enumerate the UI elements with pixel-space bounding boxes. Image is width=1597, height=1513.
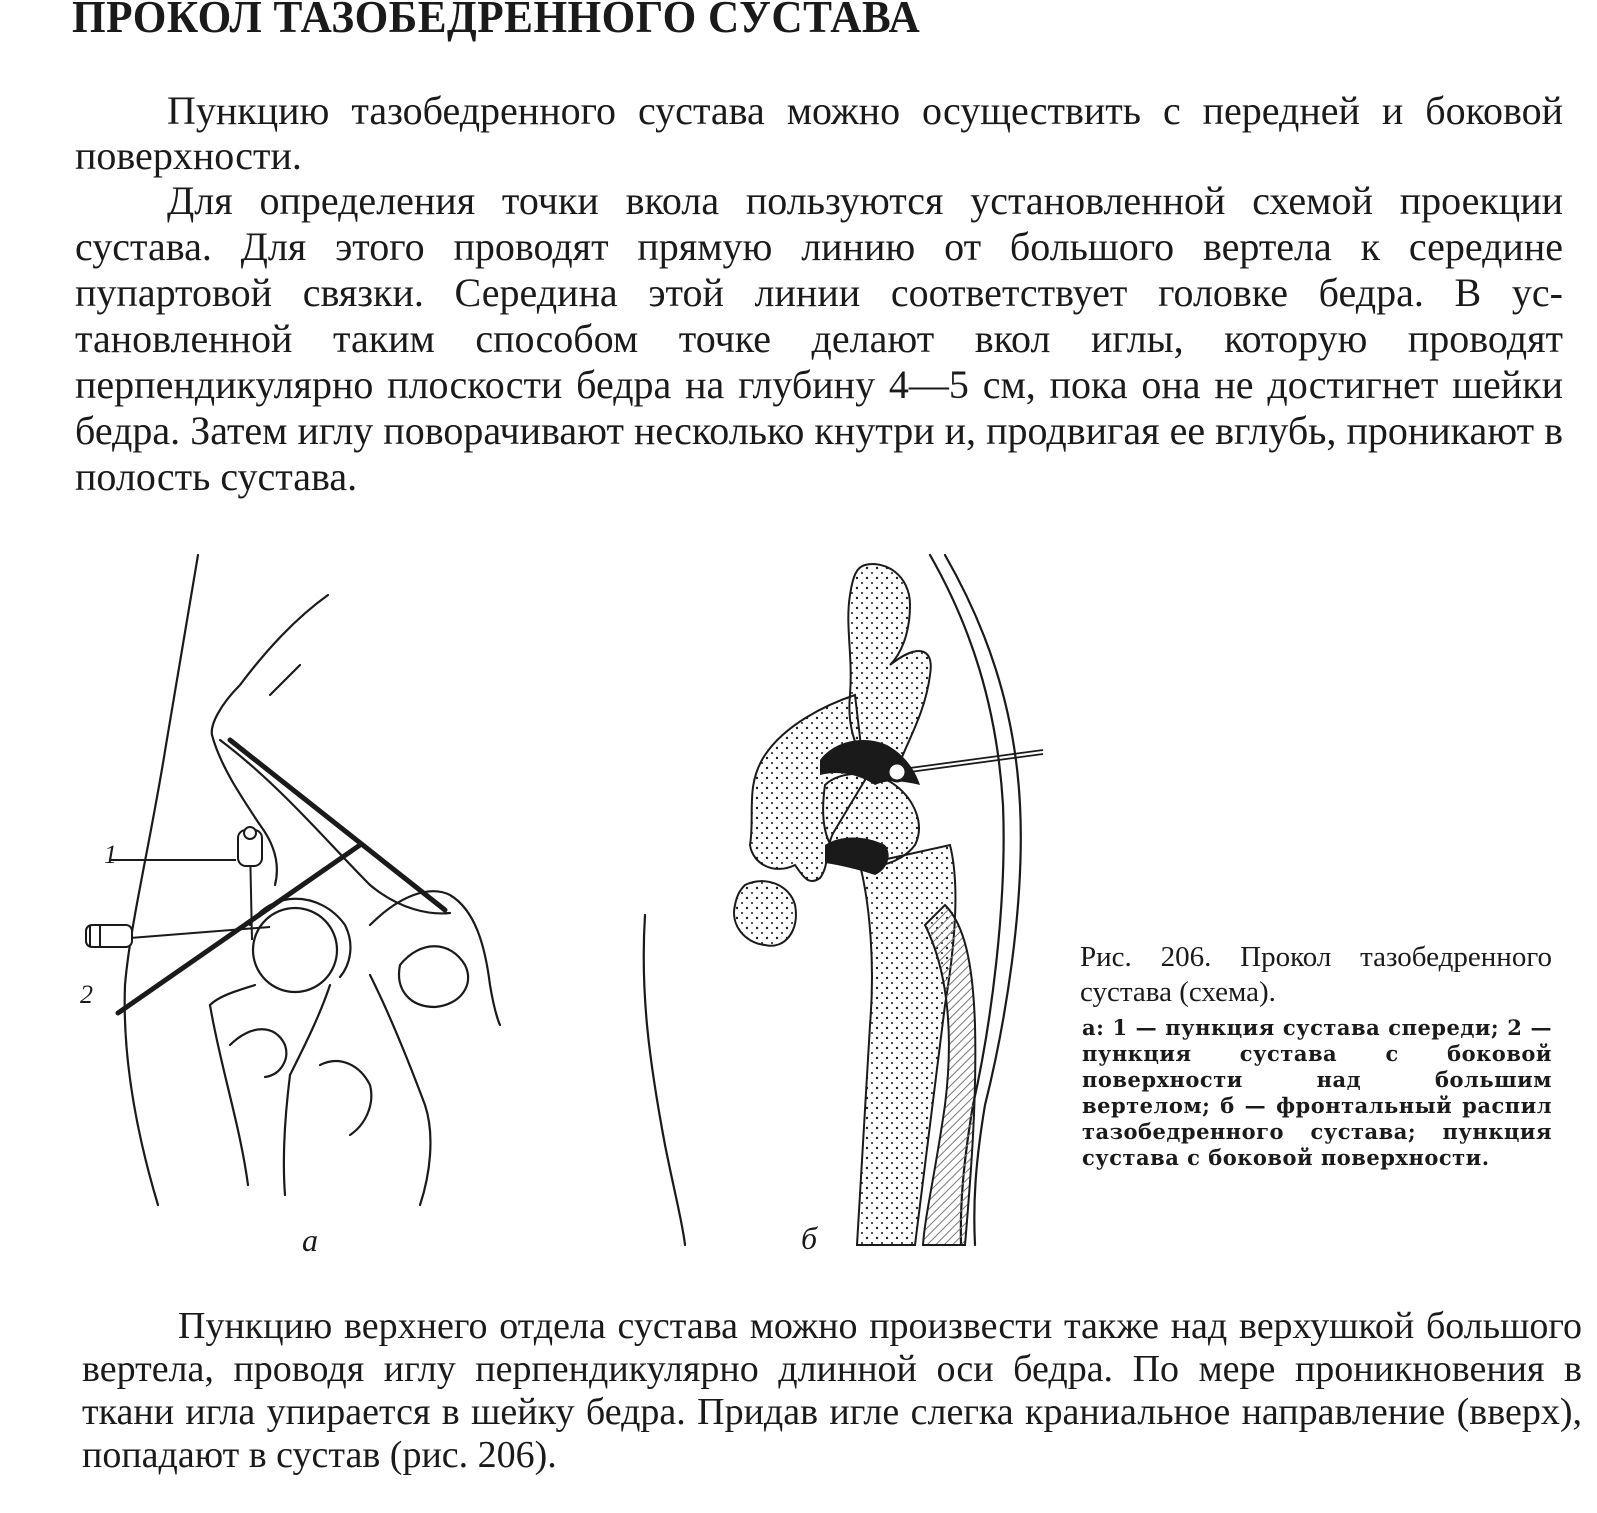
figure-b-illustration [625,545,1065,1265]
abdomen-outline [212,595,328,735]
figure-label-a: а [302,1222,318,1258]
thigh-outline [125,555,198,1205]
lesser-trochanter [320,1061,371,1135]
marker-1: 1 [104,840,117,869]
pelvis-outline [370,891,500,1025]
figure-caption-body: а: 1 — пункция сустава спереди; 2 — пункция сустава с боковой поверхности над большим вертелом; б — фронтальный распил тазобедренного сустава; пункция сустава с боковой поверхности. [1082,1015,1552,1170]
skin-fold [270,665,300,695]
paragraph-technique: Для определения точки вкола пользуются установленной схемой проекции сустава. Для этого проводят прямую линию от большого вертела к середине пупартовой связки. Середина этой линии соответствует головке бедра. В установленной таким способом точке делают вкол иглы, которую проводят перпендикулярно плоскости бедра на глубину 4—5 см, пока она не достигнет шейки бедра. Затем иглу поворачивают несколько кнутри и, продвигая ее вглубь, проникают в полость сустава. [75,178,1563,499]
ischium [370,975,430,1205]
femoral-head [253,908,337,992]
femur-neck-lower [290,985,330,1075]
bone-fragment [734,881,796,946]
obturator [399,946,468,1007]
page-title: ПРОКОЛ ТАЗОБЕДРЕННОГО СУСТАВА [72,0,921,42]
figure-a-illustration [70,545,540,1265]
paragraph-upper-access: Пункцию верхнего отдела сустава можно произвести также над верхушкой большого вертела, проводя иглу перпендикулярно длинной оси бедра. По мере проникновения в ткани игла упирается в шейку бедра. Придав игле слегка краниальное направление (вверх), попадают в сустав (рис. 206). [82,1305,1582,1476]
figure-caption-title: Рис. 206. Прокол тазобедренного сустава (схема). [1080,941,1552,1008]
paragraph-intro: Пункцию тазобедренного сустава можно осуществить с передней и боковой поверхности. [75,88,1563,178]
marker-2: 2 [80,980,93,1009]
figure-label-b: б [801,1220,818,1256]
femur-neck-upper [210,985,255,1005]
trochanter [230,1029,286,1077]
femur-shaft-left [210,1005,248,1185]
projection-line-inguinal [230,740,445,910]
femur-shaft-right [284,1075,290,1195]
femoral-head [823,774,919,866]
medial-contour [644,915,685,1245]
needle-2 [86,925,270,947]
